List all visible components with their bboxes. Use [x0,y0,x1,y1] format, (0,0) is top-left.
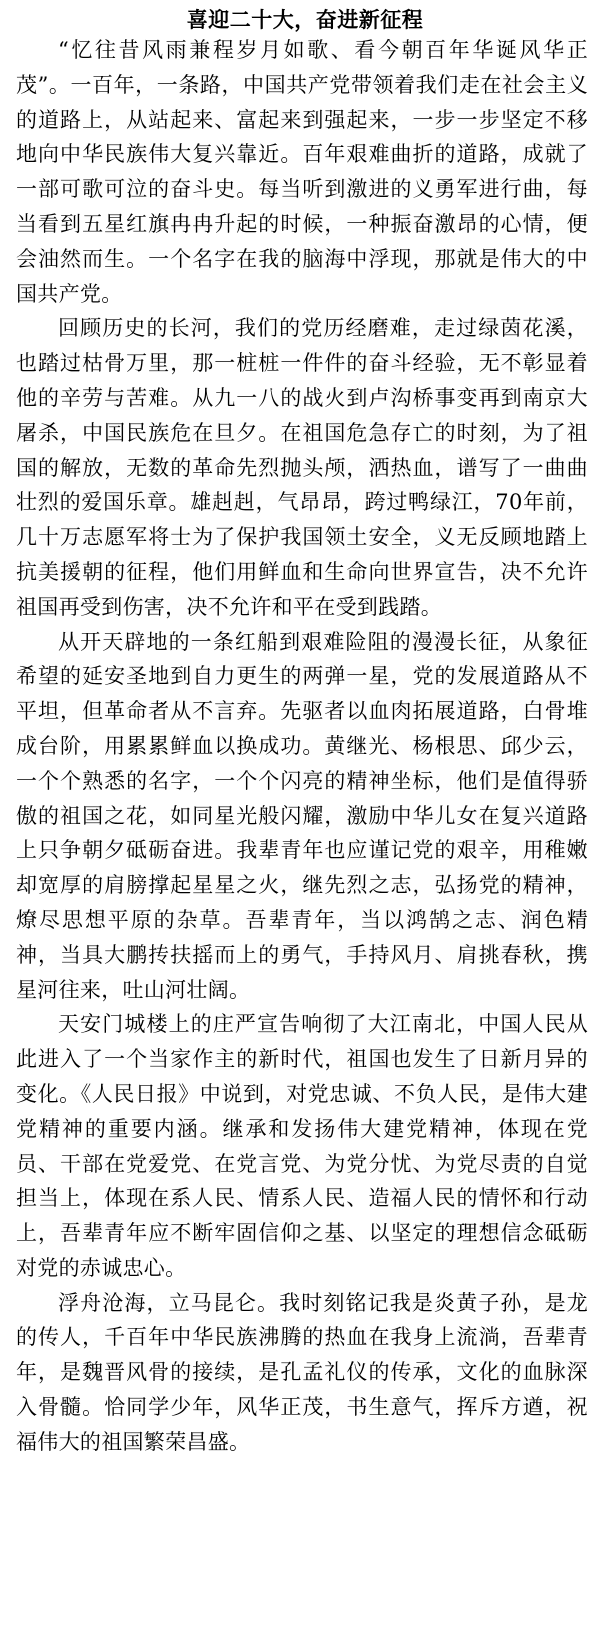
paragraph-2: 回顾历史的长河，我们的党历经磨难，走过绿茵花溪，也踏过枯骨万里，那一桩桩一件件的奋斗经验，无不彰显着他的辛劳与苦难。从九一八的战火到卢沟桥事变再到南京大屠杀，中国民族危在旦夕。在祖国危急存亡的时刻，为了祖国的解放，无数的革命先烈抛头颅，洒热血，谱写了一曲曲壮烈的爱国乐章。雄赳赳，气昂昂，跨过鸭绿江，70年前，几十万志愿军将士为了保护我国领土安全，义无反顾地踏上抗美援朝的征程，他们用鲜血和生命向世界宣告，决不允许祖国再受到伤害，决不允许和平在受到践踏。 [16,316,588,619]
paragraph-1: “忆往昔风雨兼程岁月如歌、看今朝百年华诞风华正茂”。一百年，一条路，中国共产党带领着我们走在社会主义的道路上，从站起来、富起来到强起来，一步一步坚定不移地向中华民族伟大复兴靠近。百年艰难曲折的道路，成就了一部可歌可泣的奋斗史。每当听到激进的义勇军进行曲，每当看到五星红旗冉冉升起的时候，一种振奋激昂的心情，便会油然而生。一个名字在我的脑海中浮现，那就是伟大的中国共产党。 [16,38,588,306]
paragraph-3: 从开天辟地的一条红船到艰难险阻的漫漫长征，从象征希望的延安圣地到自力更生的两弹一星，党的发展道路从不平坦，但革命者从不言弃。先驱者以血肉拓展道路，白骨堆成台阶，用累累鲜血以换成功。黄继光、杨根思、邱少云，一个个熟悉的名字，一个个闪亮的精神坐标，他们是值得骄傲的祖国之花，如同星光般闪耀，激励中华儿女在复兴道路上只争朝夕砥砺奋进。我辈青年也应谨记党的艰辛，用稚嫩却宽厚的肩膀撑起星星之火，继先烈之志，弘扬党的精神，燎尽思想平原的杂草。吾辈青年，当以鸿鹄之志、润色精神，当具大鹏抟扶摇而上的勇气，手持风月、肩挑春秋，携星河往来，吐山河壮阔。 [16,629,588,1002]
document-title: 喜迎二十大，奋进新征程 [186,7,424,32]
paragraph-4: 天安门城楼上的庄严宣告响彻了大江南北，中国人民从此进入了一个当家作主的新时代，祖国也发生了日新月异的变化。《人民日报》中说到，对党忠诚、不负人民，是伟大建党精神的重要内涵。继承和发扬伟大建党精神，体现在党员、干部在党爱党、在党言党、为党分忧、为党尽责的自觉担当上，体现在系人民、情系人民、造福人民的情怀和行动上，吾辈青年应不断牢固信仰之基、以坚定的理想信念砥砺对党的赤诚忠心。 [16,1012,588,1280]
paragraph-5: 浮舟沧海，立马昆仑。我时刻铭记我是炎黄子孙，是龙的传人，千百年中华民族沸腾的热血在我身上流淌，吾辈青年，是魏晋风骨的接续，是孔孟礼仪的传承，文化的血脉深入骨髓。恰同学少年，风华正茂，书生意气，挥斥方遒，祝福伟大的祖国繁荣昌盛。 [16,1290,588,1454]
